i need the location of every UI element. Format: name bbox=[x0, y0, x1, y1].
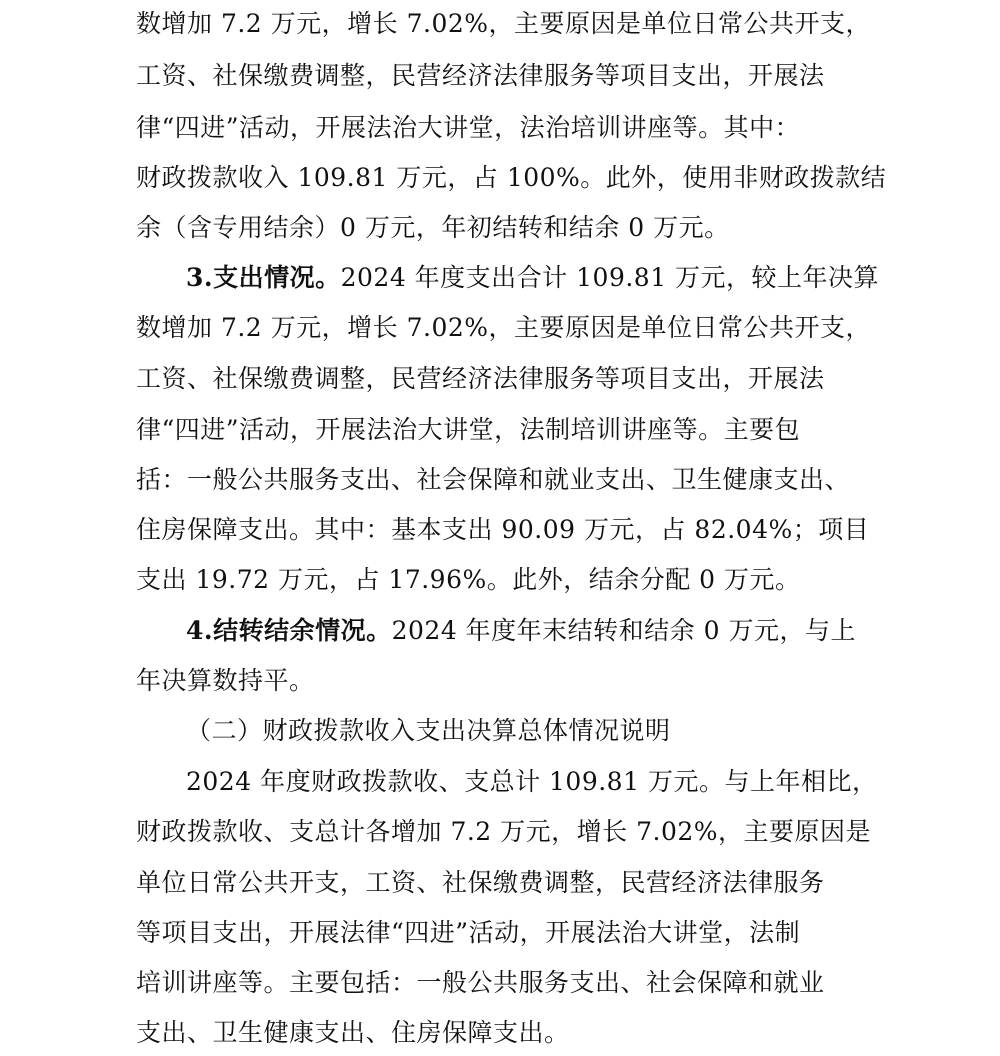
text-line: 培训讲座等。主要包括：一般公共服务支出、社会保障和就业 bbox=[136, 968, 825, 997]
subsection-title: （二）财政拨款收入支出决算总体情况说明 bbox=[186, 716, 671, 745]
text-line: 律“四进”活动，开展法治大讲堂，法制培训讲座等。主要包 bbox=[136, 415, 801, 444]
section-heading-carryover: 4.结转结余情况。 bbox=[186, 616, 392, 645]
text-span: 2024 年度年末结转和结余 0 万元，与上 bbox=[391, 616, 856, 645]
section-heading-line bbox=[186, 261, 879, 295]
text-line: 单位日常公共开支，工资、社保缴费调整，民营经济法律服务 bbox=[136, 868, 825, 897]
text-line: 数增加 7.2 万元，增长 7.02%，主要原因是单位日常公共开支， bbox=[136, 313, 872, 342]
text-line: 工资、社保缴费调整，民营经济法律服务等项目支出，开展法 bbox=[136, 61, 825, 90]
text-span: 2024 年度支出合计 109.81 万元，较上年决算 bbox=[340, 263, 880, 292]
text-line: 财政拨款收入 109.81 万元，占 100%。此外，使用非财政拨款结 bbox=[136, 163, 887, 192]
text-line: 2024 年度财政拨款收、支总计 109.81 万元。与上年相比， bbox=[186, 767, 878, 796]
text-line: 支出 19.72 万元，占 17.96%。此外，结余分配 0 万元。 bbox=[136, 565, 801, 594]
text-line: 住房保障支出。其中：基本支出 90.09 万元，占 82.04%；项目 bbox=[136, 515, 870, 544]
section-heading-line bbox=[186, 614, 856, 648]
text-line: 工资、社保缴费调整，民营经济法律服务等项目支出，开展法 bbox=[136, 364, 825, 393]
text-line: 等项目支出，开展法律“四进”活动，开展法治大讲堂，法制 bbox=[136, 918, 801, 947]
section-heading-expenditure: 3.支出情况。 bbox=[186, 263, 341, 292]
text-line: 律“四进”活动，开展法治大讲堂，法治培训讲座等。其中： bbox=[136, 113, 801, 142]
text-line: 数增加 7.2 万元，增长 7.02%，主要原因是单位日常公共开支， bbox=[136, 9, 872, 38]
text-line: 支出、卫生健康支出、住房保障支出。 bbox=[136, 1018, 570, 1047]
text-line: 年决算数持平。 bbox=[136, 666, 315, 695]
text-line: 余（含专用结余）0 万元，年初结转和结余 0 万元。 bbox=[136, 213, 730, 242]
text-line: 括：一般公共服务支出、社会保障和就业支出、卫生健康支出、 bbox=[136, 465, 851, 494]
text-line: 财政拨款收、支总计各增加 7.2 万元，增长 7.02%，主要原因是 bbox=[136, 817, 872, 846]
